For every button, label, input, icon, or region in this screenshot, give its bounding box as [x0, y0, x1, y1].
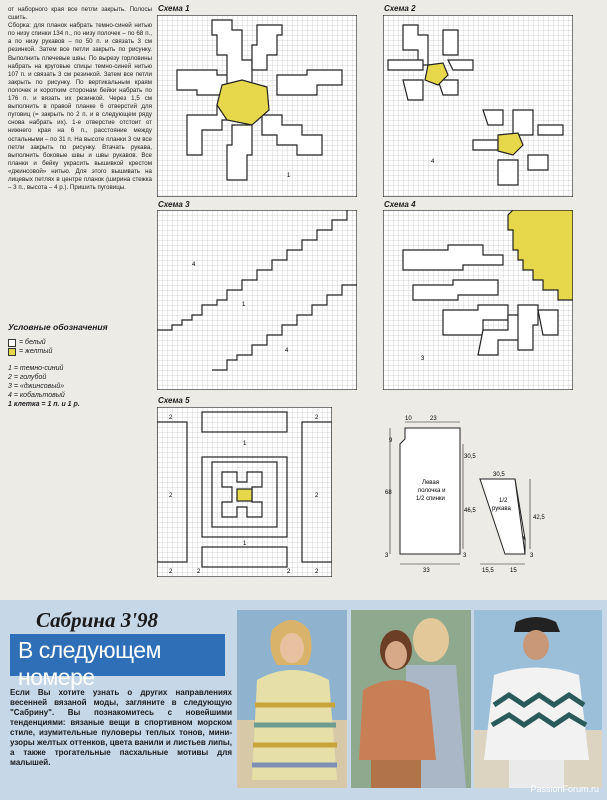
grid-number: 2 [315, 415, 319, 421]
pattern-label: 9 [389, 438, 393, 444]
pattern-label: 33 [423, 568, 430, 574]
white-swatch [8, 339, 16, 347]
pattern-label: 15 [510, 568, 517, 574]
legend [8, 323, 148, 409]
promo-text: Если Вы хотите узнать о других направлениях весенней вязаной моды, загляните в следующую "Сабрину". Вы познакомитесь с новейшими тенденциями: вязаные вещи в спортивном морском стиле, изумительные пуловеры теплых тонов, мини-узоры желтых оттенков, цвета ванили и листьев липы, а также трогательные пасхальные мотивы для малышей. [10, 688, 232, 767]
legend-item-white: = белый [8, 338, 148, 347]
grid-number: 4 [285, 348, 289, 354]
legend-item-yellow: = желтый [8, 347, 148, 356]
pattern-label: 15,5 [482, 568, 494, 574]
legend-number: 3 = «джинсовый» [8, 383, 65, 390]
photo-woman-cap-sweater [474, 610, 602, 788]
instructions-text [8, 6, 152, 192]
grid-number: 2 [197, 569, 201, 575]
scheme-5-grid [157, 407, 332, 577]
scheme-2-grid [383, 15, 573, 197]
grid-number: 3 [421, 356, 425, 362]
pattern-label: 42,5 [533, 515, 545, 521]
grid-number: 2 [287, 569, 291, 575]
grid-number: 4 [192, 262, 196, 268]
garment-pattern [385, 414, 560, 579]
scheme-1-grid [157, 15, 357, 197]
pattern-label: рукава [492, 506, 511, 512]
grid-number: 2 [169, 415, 173, 421]
photo-woman-striped-sweater [237, 610, 347, 788]
pattern-label: 3 [385, 553, 389, 559]
grid-number: 2 [315, 569, 319, 575]
scheme-2-title: Схема 2 [384, 4, 416, 13]
pattern-label: 46,5 [464, 508, 476, 514]
legend-number: 2 = голубой [8, 374, 47, 381]
legend-number: 1 клетка = 1 п. и 1 р. [8, 401, 80, 408]
grid-number: 2 [315, 493, 319, 499]
grid-number: 1 [243, 541, 247, 547]
grid-number: 4 [431, 159, 435, 165]
grid-number: 2 [169, 569, 173, 575]
next-issue-banner [10, 634, 225, 690]
pattern-label: Левая [422, 480, 439, 486]
pattern-label: 68 [385, 490, 392, 496]
magazine-title: Сабрина 3'98 [36, 608, 159, 632]
photo-two-women-sweaters [351, 610, 471, 788]
pattern-label: полочка и [418, 488, 446, 494]
pattern-label: 1/2 [499, 498, 508, 504]
instructions-paragraph: от наборного края все петли закрыть. Полосы сшить. [8, 6, 152, 22]
pattern-label: 30,5 [493, 472, 505, 478]
pattern-label: 1/2 спинки [416, 496, 445, 502]
pattern-label: 23 [430, 416, 437, 422]
pattern-label: 30,5 [464, 454, 476, 460]
grid-number: 2 [169, 493, 173, 499]
scheme-3-title: Схема 3 [158, 200, 190, 209]
pattern-label: 3 [463, 553, 467, 559]
watermark: PassionForum.ru [530, 784, 599, 794]
grid-number: 1 [243, 441, 247, 447]
yellow-swatch [8, 348, 16, 356]
pattern-label: 3 [530, 553, 534, 559]
scheme-4-grid [383, 210, 573, 390]
legend-number: 1 = темно-синий [8, 365, 64, 372]
next-issue-title: В следующем номере [18, 637, 161, 690]
scheme-3-grid [157, 210, 357, 390]
grid-number: 1 [242, 302, 246, 308]
legend-title: Условные обозначения [8, 322, 108, 332]
instructions-paragraph: Сборка: для планок набрать темно-синей нитью по низу спинки 134 п., по низу полочек – по 68 п., а по низу рукавов – по 50 п. и связать 3 см резинкой. Затем все петли закрыть по рисунку. Выполнить плечевые швы. По вырезу горловины набрать на круговые спицы темно-синей нитью 107 п. и связать 3 см резинкой. Затем все петли закрыть по рисунку. По вертикальным краям полочек и коротким сторонам бейки набрать по 176 п. и вязать их резинкой. Через 1,5 см выполнить в правой планке 6 отверстий для пуговиц (= закрыть по 2 п. и в следующем ряду снова набрать их). 1-е отверстие отстоит от нижнего края на 6 п., расстояние между остальными – по 31 п. На высоте планки 3 см все петли закрыть по рисунку. Втачать рукава, выполнить боковые швы и швы рукавов. Все планки и бейку украсить вышивкой крестом «джинсовой» нитью. Для этого вышивать на лицевых петлях в центре планок (ширина стежка – 3 п., высота – 4 р.). Пришить пуговицы. [8, 22, 152, 192]
pattern-label: 10 [405, 416, 412, 422]
scheme-5-title: Схема 5 [158, 396, 190, 405]
scheme-4-title: Схема 4 [384, 200, 416, 209]
grid-number: 1 [287, 173, 291, 179]
scheme-1-title: Схема 1 [158, 4, 190, 13]
legend-number: 4 = кобальтовый [8, 392, 65, 399]
